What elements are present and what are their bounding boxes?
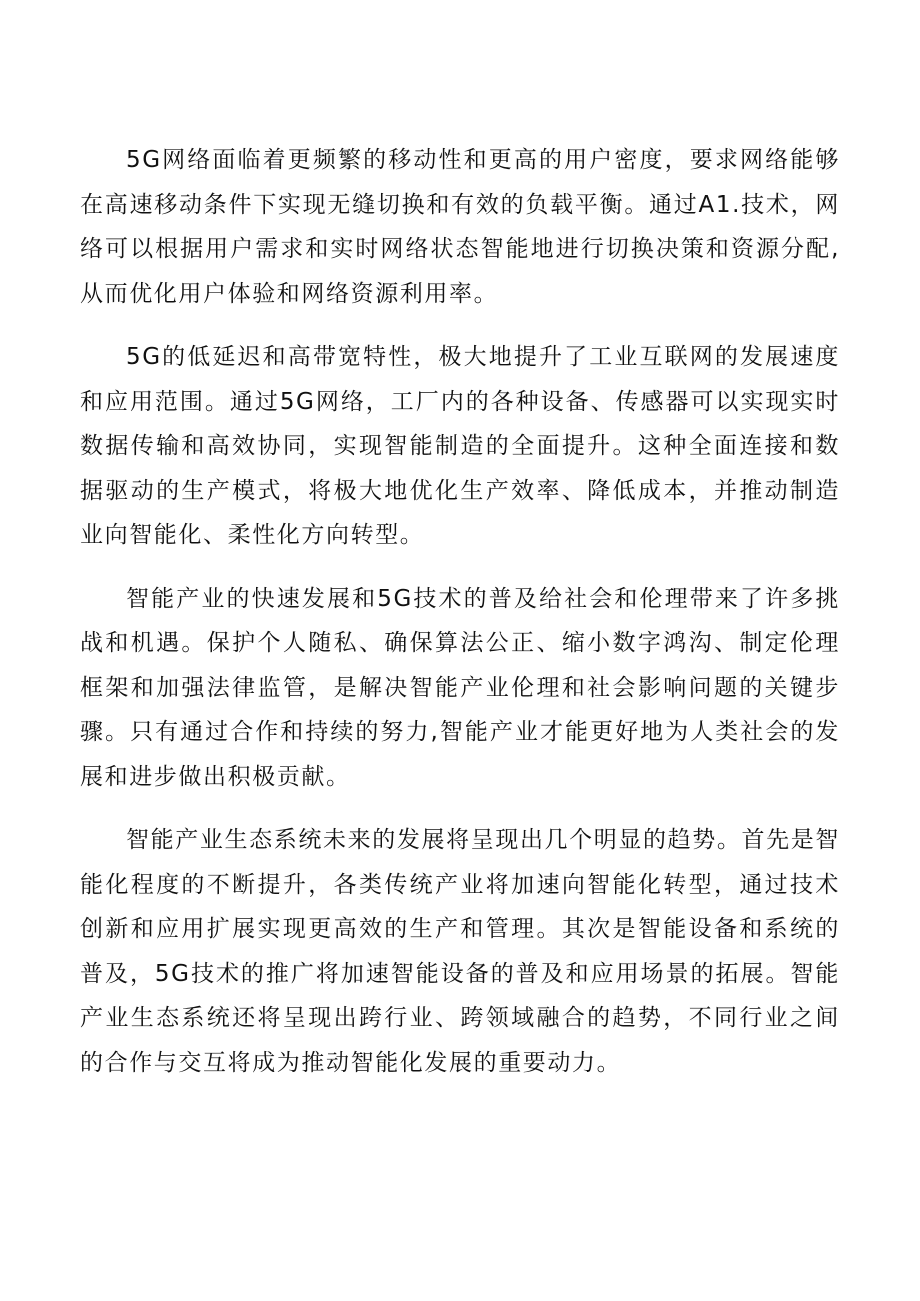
paragraph-ecosystem-trends: 智能产业生态系统未来的发展将呈现出几个明显的趋势。首先是智能化程度的不断提升，各类传统产业将加速向智能化转型，通过技术创新和应用扩展实现更高效的生产和管理。其次是智能设备和系统的普及，5G技术的推广将加速智能设备的普及和应用场景的拓展。智能产业生态系统还将呈现出跨行业、跨领域融合的趋势，不同行业之间的合作与交互将成为推动智能化发展的重要动力。 — [80, 827, 840, 1076]
paragraph-industrial-internet: 5G的低延迟和高带宽特性，极大地提升了工业互联网的发展速度和应用范围。通过5G网络，工厂内的各种设备、传感器可以实现实时数据传输和高效协同，实现智能制造的全面提升。这种全面连接和数据驱动的生产模式，将极大地优化生产效率、降低成本，并推动制造业向智能化、柔性化方向转型。 — [80, 344, 840, 548]
document-body — [80, 138, 840, 1104]
paragraph-ethics-society: 智能产业的快速发展和5G技术的普及给社会和伦理带来了许多挑战和机遇。保护个人随私、确保算法公正、缩小数字鸿沟、制定伦理框架和加强法律监管，是解决智能产业伦理和社会影响问题的关键步骤。只有通过合作和持续的努力,智能产业才能更好地为人类社会的发展和进步做出积极贡献。 — [80, 585, 840, 790]
paragraph-5g-mobility: 5G网络面临着更频繁的移动性和更高的用户密度，要求网络能够在高速移动条件下实现无缝切换和有效的负载平衡。通过A1.技术，网络可以根据用户需求和实时网络状态智能地进行切换决策和资源分配,从而优化用户体验和网络资源利用率。 — [80, 147, 840, 307]
